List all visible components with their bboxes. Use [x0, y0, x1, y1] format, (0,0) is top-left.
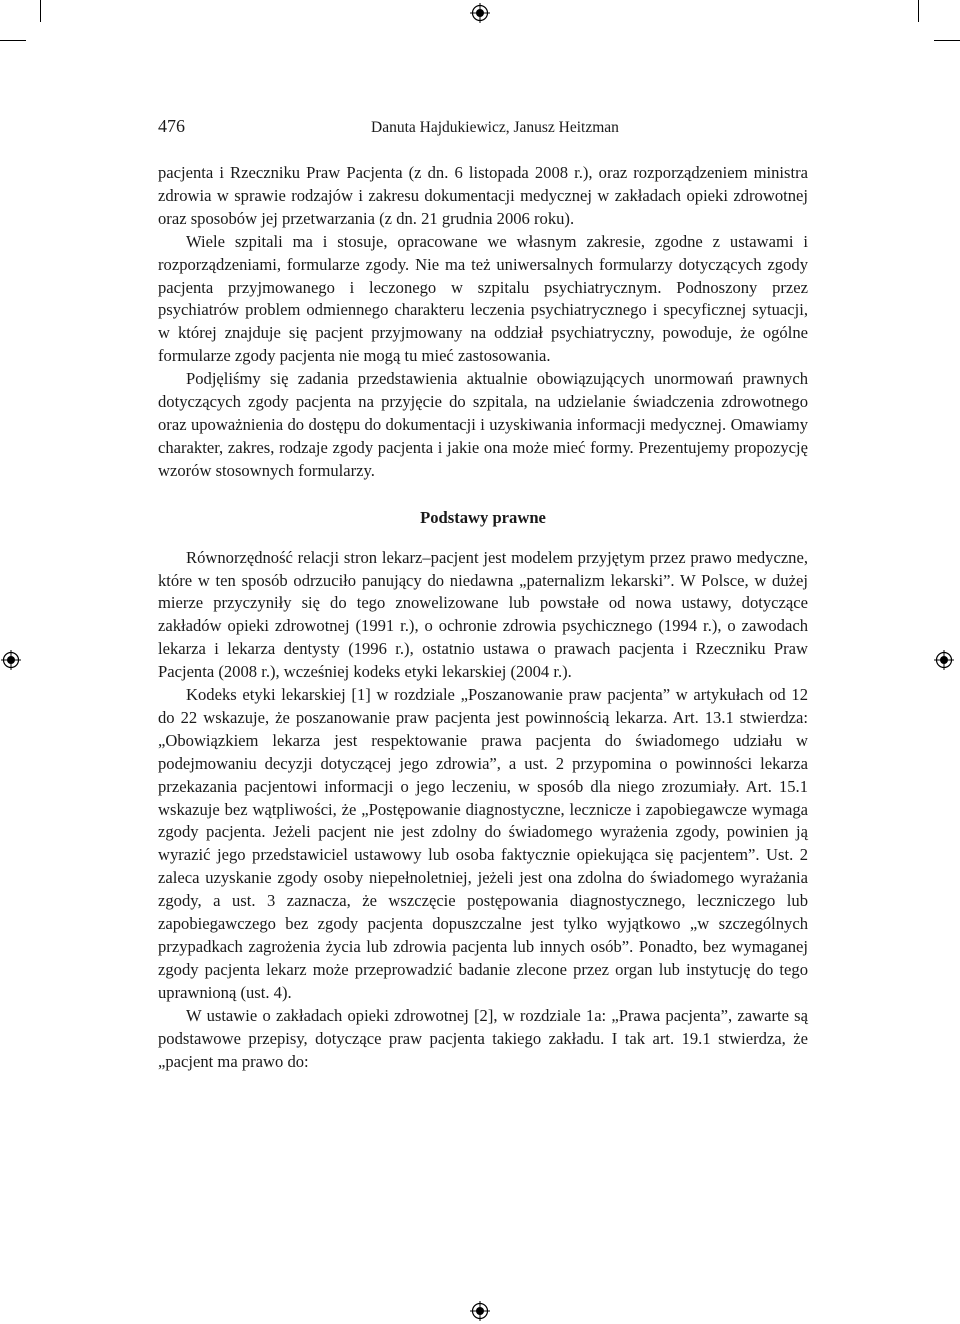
paragraph-continued: pacjenta i Rzeczniku Praw Pacjenta (z dn. 6 listopada 2008 r.), oraz rozporządzeniem ministra zdrowia w sprawie rodzajów i zakresu dokumentacji medycznej w zakładach opieki zdrowotnej oraz sposobów jej przetwarzania (z dn. 21 grudnia 2006 roku). — [158, 163, 808, 228]
crop-mark-top-left-h — [0, 40, 26, 41]
crop-mark-top-right — [918, 0, 919, 22]
registration-mark-icon-top — [470, 3, 490, 23]
page-body — [158, 162, 808, 1073]
paragraph: Kodeks etyki lekarskiej [1] w rozdziale „Poszanowanie praw pacjenta” w artykułach od 12 do 22 wskazuje, że poszanowanie praw pacjenta jest powinnością lekarza. Art. 13.1 stwierdza: „Obowiązkiem lekarza jest respektowanie prawa pacjenta do świadomego udziału w podejmowaniu decyzji dotyczącej jego zdrowia”, a ust. 2 przypomina o powinności lekarza przekazania pacjentowi informacji o jego leczeniu, w sposób dla niego zrozumiały. Art. 15.1 wskazuje bez wątpliwości, że „Postępowanie diagnostyczne, lecznicze i zapobiegawcze wymaga zgody pacjenta. Jeżeli pacjent nie jest zdolny do świadomego wyrażenia zgody, powinien ją wyrazić jego przedstawiciel ustawowy lub osoba faktycznie opiekująca się pacjentem”. Ust. 2 zaleca uzyskanie zgody osoby niepełnoletniej, jeżeli jest ona zdolna do świadomego wyrażania zgody, a ust. 3 zaznacza, że wszczęcie postępowania diagnostycznego, leczniczego lub zapobiegawczego bez zgody pacjenta dopuszczalne jest tylko wyjątkowo „w szczególnych przypadkach zagrożenia życia lub zdrowia pacjenta lub innych osób”. Ponadto, bez wymaganej zgody pacjenta lekarz może przeprowadzić badanie zlecone przez organ lub instytucję do tego uprawnioną (ust. 4). — [158, 685, 808, 1002]
registration-mark-icon-left — [1, 650, 21, 670]
paragraph: W ustawie o zakładach opieki zdrowotnej [2], w rozdziale 1a: „Prawa pacjenta”, zawarte są podstawowe przepisy, dotyczące praw pacjenta takiego zakładu. I tak art. 19.1 stwierdza, że „pacjent ma prawo do: — [158, 1005, 808, 1071]
registration-mark-icon-right — [934, 650, 954, 670]
page-header — [158, 116, 808, 140]
paragraph: Podjęliśmy się zadania przedstawienia aktualnie obowiązujących unormowań prawnych dotyczących zgody pacjenta na przyjęcie do szpitala, na udzielanie świadczenia zdrowotnego oraz upoważnienia do dostępu do dokumentacji i uzyskiwania informacji medycznej. Omawiamy charakter, zakres, rodzaje zgody pacjenta i jakie ona może mieć formy. Prezentujemy propozycję wzorów stosownych formularzy. — [158, 369, 808, 480]
crop-mark-top-left — [40, 0, 41, 22]
page-number: 476 — [158, 116, 185, 136]
section-heading: Podstawy prawne — [420, 507, 546, 527]
registration-mark-icon-bottom — [470, 1301, 490, 1321]
paragraph: Wiele szpitali ma i stosuje, opracowane we własnym zakresie, zgodne z ustawami i rozporządzeniami, formularze zgody. Nie ma też uniwersalnych formularzy dotyczących zgody pacjenta przyjmowanego i leczonego w szpitalu psychiatrycznym. Podnoszony przez psychiatrów problem odmiennego charakteru leczenia psychiatrycznego i specyficznej sytuacji, w której znajduje się pacjent przyjmowany na oddział psychiatryczny, powoduje, że ogólne formularze zgody pacjenta nie mogą tu mieć zastosowania. — [158, 231, 808, 366]
paragraph: Równorzędność relacji stron lekarz–pacjent jest modelem przyjętym przez prawo medyczne, które w ten sposób odrzuciło panujący do niedawna „paternalizm lekarski”. W Polsce, w dużej mierze przyczyniły się do tego znowelizowane lub powstałe od nowa ustawy, dotyczące zakładów opieki zdrowotnej (1991 r.), o ochronie zdrowia psychicznego (1994 r.), o zawodach lekarza i lekarza dentysty (1996 r.), ostatnio ustawa o prawach pacjenta i Rzeczniku Praw Pacjenta (2008 r.), wcześniej kodeks etyki lekarskiej (2004 r.). — [158, 547, 808, 682]
running-head-authors: Danuta Hajdukiewicz, Janusz Heitzman — [371, 119, 619, 136]
crop-mark-top-right-h — [934, 40, 960, 41]
